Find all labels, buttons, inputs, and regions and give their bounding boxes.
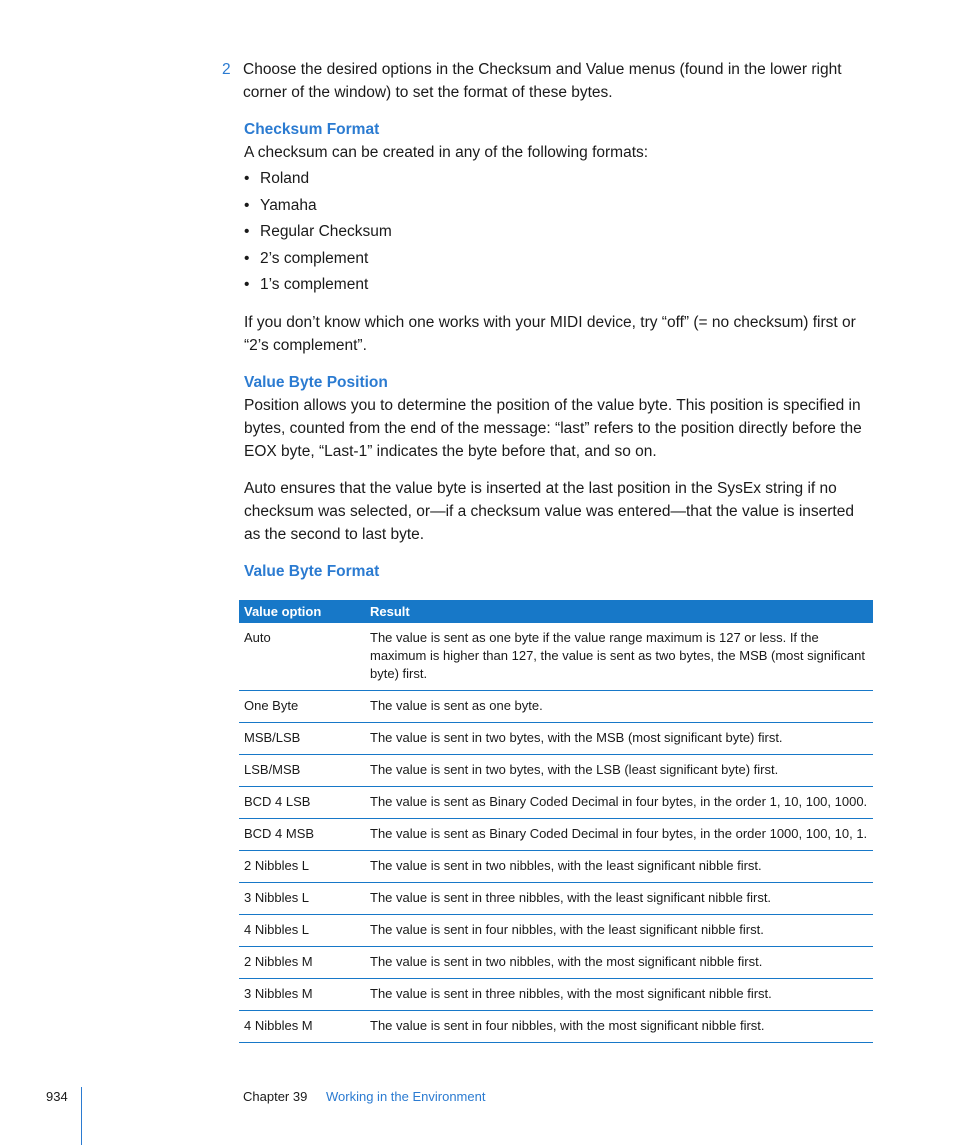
table-row: [239, 915, 873, 947]
step-number: 2: [222, 61, 231, 78]
table-row: [239, 755, 873, 787]
table-row: [239, 979, 873, 1011]
value-option-cell: 4 Nibbles L: [239, 915, 365, 947]
column-header-result: Result: [365, 600, 873, 623]
value-option-cell: BCD 4 MSB: [239, 819, 365, 851]
footer-divider: [81, 1087, 82, 1145]
table-row: [239, 883, 873, 915]
value-byte-format-heading: Value Byte Format: [244, 563, 380, 580]
step-text: Choose the desired options in the Checksum and Value menus (found in the lower right corner of the window) to set the format of these bytes.: [243, 61, 842, 101]
checksum-format-list: [244, 167, 392, 300]
list-item: • Yamaha: [244, 196, 317, 214]
result-cell: The value is sent in three nibbles, with the least significant nibble first.: [365, 883, 873, 915]
table-header-row: [239, 600, 873, 623]
value-byte-format-table: [239, 600, 873, 1043]
table-row: [239, 787, 873, 819]
list-item: • 1’s complement: [244, 276, 369, 293]
result-cell: The value is sent as Binary Coded Decimal in four bytes, in the order 1, 10, 100, 1000.: [365, 787, 873, 819]
checksum-format-heading: Checksum Format: [244, 121, 380, 138]
value-option-cell: 4 Nibbles M: [239, 1011, 365, 1043]
value-byte-position-paragraph-1: Position allows you to determine the position of the value byte. This position is specified in bytes, counted from the end of the message: “last” refers to the position directly before the EOX byte, “Last-1” indicates the byte before that, and so on.: [244, 397, 862, 460]
value-option-cell: 3 Nibbles L: [239, 883, 365, 915]
page-number: 934: [46, 1089, 68, 1104]
chapter-title: Working in the Environment: [326, 1089, 486, 1104]
value-option-cell: 3 Nibbles M: [239, 979, 365, 1011]
value-byte-position-heading: Value Byte Position: [244, 374, 388, 391]
result-cell: The value is sent as Binary Coded Decimal in four bytes, in the order 1000, 100, 10, 1.: [365, 819, 873, 851]
table-row: [239, 691, 873, 723]
table-row: [239, 819, 873, 851]
value-byte-position-paragraph-2: Auto ensures that the value byte is inserted at the last position in the SysEx string if no checksum was selected, or—if a checksum value was entered—that the value is inserted as the second to last byte.: [244, 480, 854, 543]
value-option-cell: LSB/MSB: [239, 755, 365, 787]
list-item: • Regular Checksum: [244, 223, 392, 240]
result-cell: The value is sent in two nibbles, with the most significant nibble first.: [365, 947, 873, 979]
value-option-cell: One Byte: [239, 691, 365, 723]
list-item: • 2’s complement: [244, 249, 369, 267]
value-option-cell: 2 Nibbles M: [239, 947, 365, 979]
list-item: • Roland: [244, 170, 310, 187]
value-option-cell: Auto: [239, 623, 365, 691]
chapter-label: Chapter 39: [243, 1089, 308, 1104]
result-cell: The value is sent as one byte.: [365, 691, 873, 723]
value-option-cell: BCD 4 LSB: [239, 787, 365, 819]
table-row: [239, 947, 873, 979]
checksum-note: If you don’t know which one works with your MIDI device, try “off” (= no checksum) first or “2’s complement”.: [244, 314, 856, 354]
result-cell: The value is sent in three nibbles, with the most significant nibble first.: [365, 979, 873, 1011]
result-cell: The value is sent in two bytes, with the LSB (least significant byte) first.: [365, 755, 873, 787]
table-row: [239, 623, 873, 691]
table-row: [239, 1011, 873, 1043]
table-row: [239, 723, 873, 755]
result-cell: The value is sent in four nibbles, with the least significant nibble first.: [365, 915, 873, 947]
value-option-cell: 2 Nibbles L: [239, 851, 365, 883]
result-cell: The value is sent as one byte if the value range maximum is 127 or less. If the maximum is higher than 127, the value is sent as two bytes, the MSB (most significant byte) first.: [365, 623, 873, 691]
table-row: [239, 851, 873, 883]
value-option-cell: MSB/LSB: [239, 723, 365, 755]
column-header-value-option: Value option: [239, 600, 365, 623]
checksum-intro: A checksum can be created in any of the following formats:: [244, 144, 649, 161]
result-cell: The value is sent in two bytes, with the MSB (most significant byte) first.: [365, 723, 873, 755]
result-cell: The value is sent in two nibbles, with the least significant nibble first.: [365, 851, 873, 883]
result-cell: The value is sent in four nibbles, with the most significant nibble first.: [365, 1011, 873, 1043]
